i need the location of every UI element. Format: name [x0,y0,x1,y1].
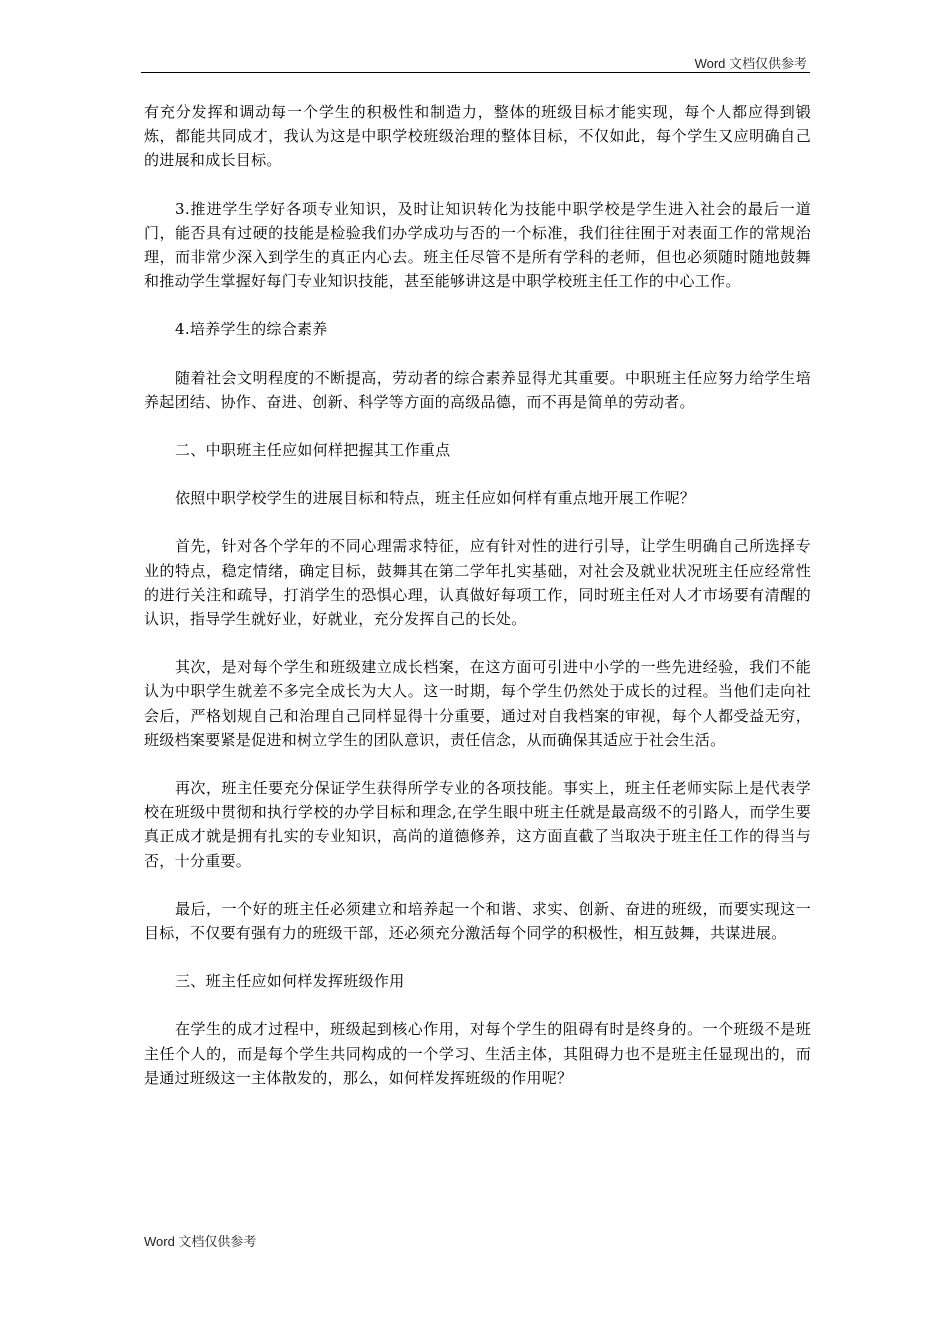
paragraph-third: 再次，班主任要充分保证学生获得所学专业的各项技能。事实上，班主任老师实际上是代表学校在班级中贯彻和执行学校的办学目标和理念,在学生眼中班主任就是最高级不的引路人，而学生要真正成才就是拥有扎实的专业知识，高尚的道德修养，这方面直截了当取决于班主任工作的得当与否，十分重要。 [144,779,811,870]
paragraph-literacy: 随着社会文明程度的不断提高，劳动者的综合素养显得尤其重要。中职班主任应努力给学生培养起团结、协作、奋进、创新、科学等方面的高级品德，而不再是简单的劳动者。 [144,368,811,411]
paragraph-intro-question: 依照中职学校学生的进展目标和特点，班主任应如何样有重点地开展工作呢？ [175,489,696,508]
subheading-item-4: 4.培养学生的综合素养 [175,320,328,339]
section-heading-3: 三、班主任应如何样发挥班级作用 [175,972,405,991]
page-footer: Word 文档仅供参考 [144,1234,257,1249]
document-body [144,100,811,1114]
paragraph-item-3: 3.推进学生学好各项专业知识，及时让知识转化为技能中职学校是学生进入社会的最后一道门，能否具有过硬的技能是检验我们办学成功与否的一个标准，我们往往囿于对表面工作的常规治理，而非常少深入到学生的真正内心去。班主任尽管不是所有学科的老师，但也必须随时随地鼓舞和推动学生掌握好每门专业知识技能，甚至能够讲这是中职学校班主任工作的中心工作。 [144,199,811,291]
paragraph-last: 最后，一个好的班主任必须建立和培养起一个和谐、求实、创新、奋进的班级，而要实现这一目标，不仅要有强有力的班级干部，还必须充分激活每个同学的积极性，相互鼓舞，共谋进展。 [144,899,811,943]
header-divider [141,72,810,73]
paragraph-first: 首先，针对各个学年的不同心理需求特征，应有针对性的进行引导，让学生明确自己所选择专业的特点，稳定情绪，确定目标，鼓舞其在第二学年扎实基础，对社会及就业状况班主任应经常性的进行关注和疏导，打消学生的恐惧心理，认真做好每项工作，同时班主任对人才市场要有清醒的认识，指导学生就好业，好就业，充分发挥自己的长处。 [144,537,811,629]
page-header: Word 文档仅供参考 [694,56,807,71]
paragraph-class-role: 在学生的成才过程中，班级起到核心作用，对每个学生的阻碍有时是终身的。一个班级不是班主任个人的，而是每个学生共同构成的一个学习、生活主体，其阻碍力也不是班主任显现出的，而是通过班级这一主体散发的，那么，如何样发挥班级的作用呢？ [144,1020,811,1087]
paragraph-second: 其次，是对每个学生和班级建立成长档案，在这方面可引进中小学的一些先进经验，我们不能认为中职学生就差不多完全成长为大人。这一时期，每个学生仍然处于成长的过程。当他们走向社会后，严格划规自己和治理自己同样显得十分重要，通过对自我档案的审视，每个人都受益无穷，班级档案要紧是促进和树立学生的团队意识，责任信念，从而确保其适应于社会生活。 [144,658,811,749]
section-heading-2: 二、中职班主任应如何样把握其工作重点 [175,441,451,460]
paragraph-continuation: 有充分发挥和调动每一个学生的积极性和制造力，整体的班级目标才能实现，每个人都应得到锻炼，都能共同成才，我认为这是中职学校班级治理的整体目标，不仅如此，每个学生又应明确自己的进展和成长目标。 [144,103,811,170]
